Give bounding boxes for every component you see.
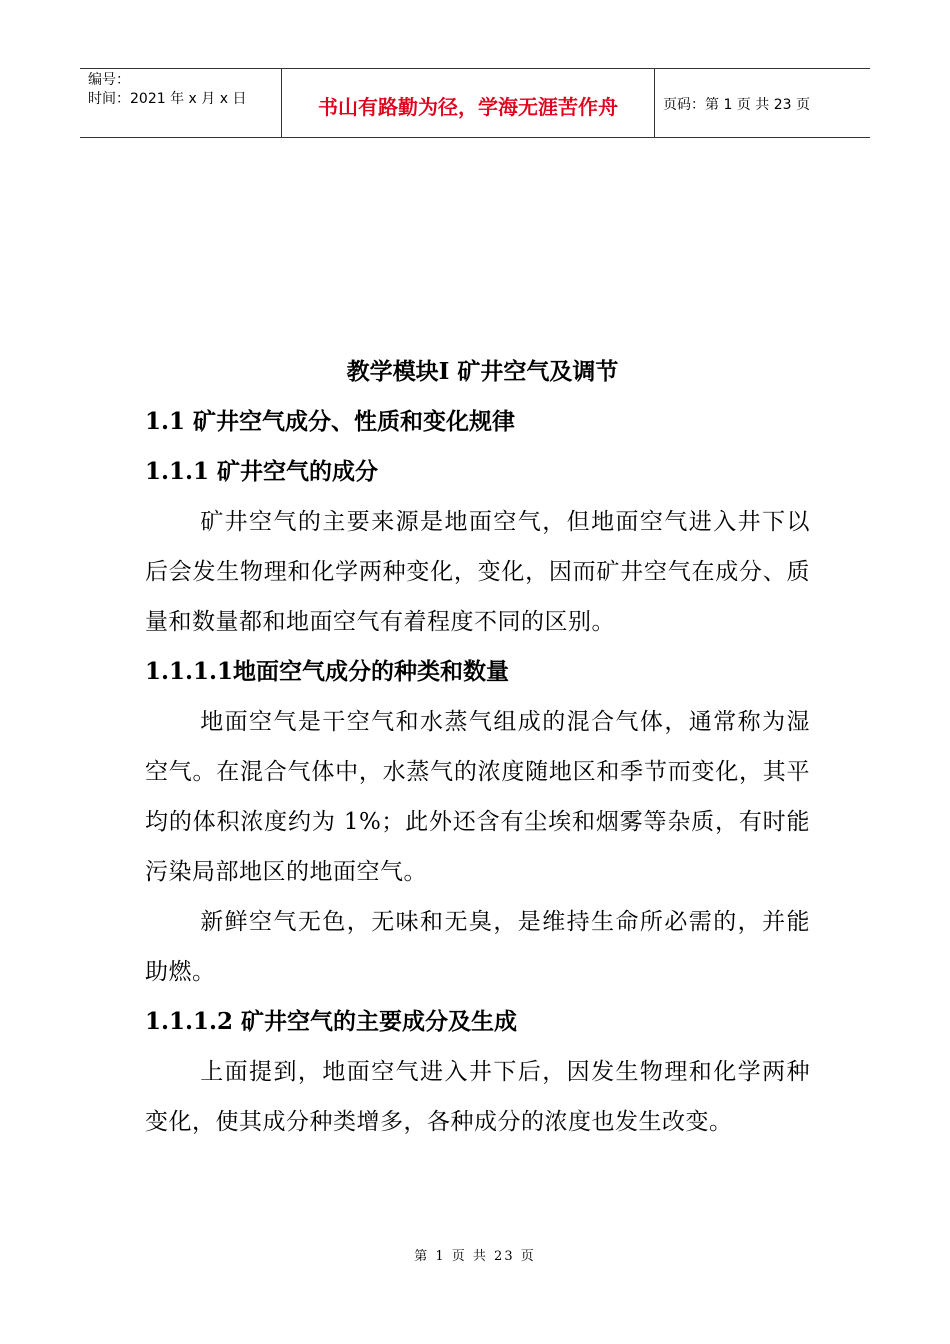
header-meta-cell [80,69,282,137]
document-date: 时间：2021 年 x 月 x 日 [88,91,247,107]
paragraph-fresh-air: 新鲜空气无色，无味和无臭，是维持生命所必需的，并能助燃。 [145,909,810,985]
section-heading-1-1: 1.1 矿井空气成分、性质和变化规律 [145,408,516,435]
section-heading-1-1-1: 1.1.1 矿井空气的成分 [145,458,379,485]
document-body [145,350,810,1147]
section-heading-1-1-1-1: 1.1.1.1地面空气成分的种类和数量 [145,658,510,685]
module-title: 教学模块Ⅰ 矿井空气及调节 [346,358,619,385]
section-heading-1-1-1-2: 1.1.1.2 矿井空气的主要成分及生成 [145,1008,518,1035]
paragraph-mine-air-components: 上面提到，地面空气进入井下后，因发生物理和化学两种变化，使其成分种类增多，各种成分的浓度也发生改变。 [145,1059,810,1135]
document-header [80,68,870,138]
header-motto: 书山有路勤为径，学海无涯苦作舟 [318,94,618,119]
paragraph-surface-air: 地面空气是干空气和水蒸气组成的混合气体，通常称为湿空气。在混合气体中，水蒸气的浓度随地区和季节而变化，其平均的体积浓度约为 1%；此外还含有尘埃和烟雾等杂质，有时能污染局部地区的地面空气。 [145,709,810,885]
header-page-cell [655,69,870,137]
header-motto-cell [282,69,655,137]
document-number-label: 编号： [88,72,130,88]
paragraph-mine-air-source: 矿井空气的主要来源是地面空气，但地面空气进入井下以后会发生物理和化学两种变化，变化，因而矿井空气在成分、质量和数量都和地面空气有着程度不同的区别。 [145,509,810,635]
header-page-info: 页码：第 1 页 共 23 页 [663,97,810,113]
page-footer: 第 1 页 共 23 页 [414,1249,536,1264]
